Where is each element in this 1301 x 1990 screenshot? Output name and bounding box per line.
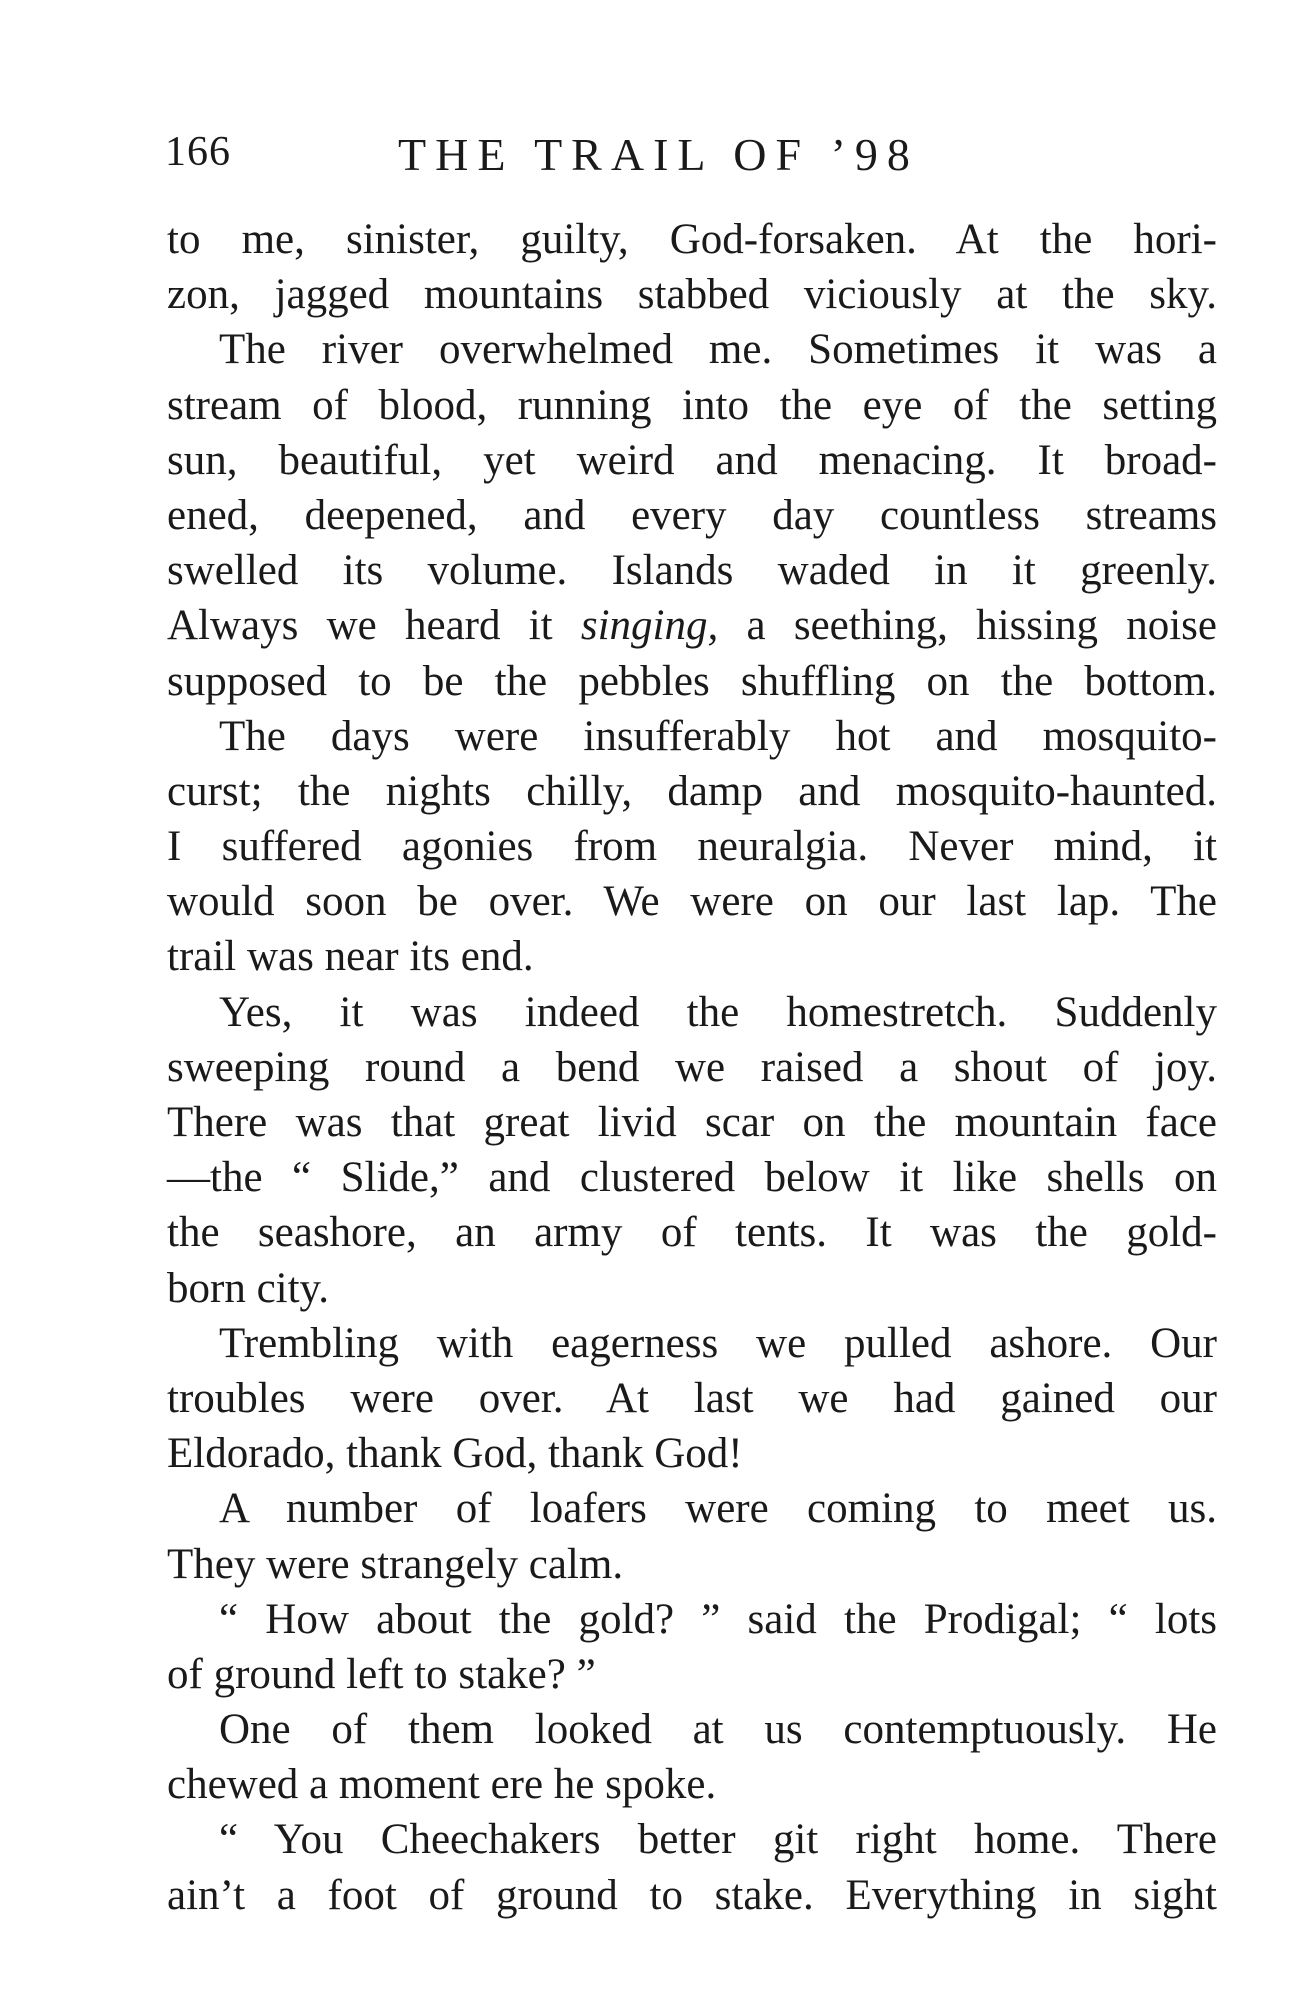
text-line: zon, jagged mountains stabbed viciously at the sky. <box>167 271 1217 319</box>
text-line: supposed to be the pebbles shuffling on the bottom. <box>167 657 1217 705</box>
text-line: to me, sinister, guilty, God-forsaken. At the hori- <box>167 216 1217 263</box>
text-line: The days were insufferably hot and mosquito- <box>219 712 1217 760</box>
text-segment: Always we heard it <box>167 602 581 650</box>
text-line: “ How about the gold? ” said the Prodigal; “ lots <box>219 1595 1217 1643</box>
text-line: Eldorado, thank God, thank God! <box>167 1430 743 1478</box>
text-line: would soon be over. We were on our last lap. The <box>167 878 1217 926</box>
body-text <box>167 212 1217 1923</box>
text-line: of ground left to stake? ” <box>167 1650 596 1698</box>
text-line: Trembling with eagerness we pulled ashore. Our <box>219 1319 1217 1367</box>
text-line: ain’t a foot of ground to stake. Everything in sight <box>167 1871 1217 1919</box>
text-line: chewed a moment ere he spoke. <box>167 1761 717 1809</box>
page-header <box>165 128 1215 188</box>
text-line: born city. <box>167 1264 330 1312</box>
text-line: sun, beautiful, yet weird and menacing. It broad- <box>167 436 1217 484</box>
text-line: —the “ Slide,” and clustered below it like shells on <box>167 1154 1217 1202</box>
text-line: A number of loafers were coming to meet us. <box>219 1485 1217 1533</box>
text-line: There was that great livid scar on the mountain face <box>167 1099 1217 1146</box>
text-line: trail was near its end. <box>167 933 534 981</box>
text-line: sweeping round a bend we raised a shout of joy. <box>167 1043 1217 1091</box>
text-line: They were strangely calm. <box>167 1540 624 1588</box>
text-line <box>167 598 1217 653</box>
text-line: ened, deepened, and every day countless streams <box>167 491 1217 539</box>
text-segment: a seething, hissing noise <box>718 602 1217 650</box>
text-line: swelled its volume. Islands waded in it greenly. <box>167 547 1217 595</box>
text-line: One of them looked at us contemptuously. He <box>219 1706 1217 1754</box>
text-line: stream of blood, running into the eye of the setting <box>167 381 1217 429</box>
italic-word: singing, <box>580 602 719 650</box>
text-line: troubles were over. At last we had gained our <box>167 1374 1217 1422</box>
text-line: I suffered agonies from neuralgia. Never mind, it <box>167 823 1217 871</box>
text-line: The river overwhelmed me. Sometimes it was a <box>219 326 1217 374</box>
text-line: Yes, it was indeed the homestretch. Suddenly <box>219 988 1217 1036</box>
page-number: 166 <box>165 129 231 175</box>
running-title: THE TRAIL OF ’98 <box>398 129 919 180</box>
text-line: “ You Cheechakers better git right home. There <box>219 1816 1217 1864</box>
text-line: the seashore, an army of tents. It was the gold- <box>167 1209 1217 1257</box>
text-line: curst; the nights chilly, damp and mosquito-haunted. <box>167 767 1217 815</box>
